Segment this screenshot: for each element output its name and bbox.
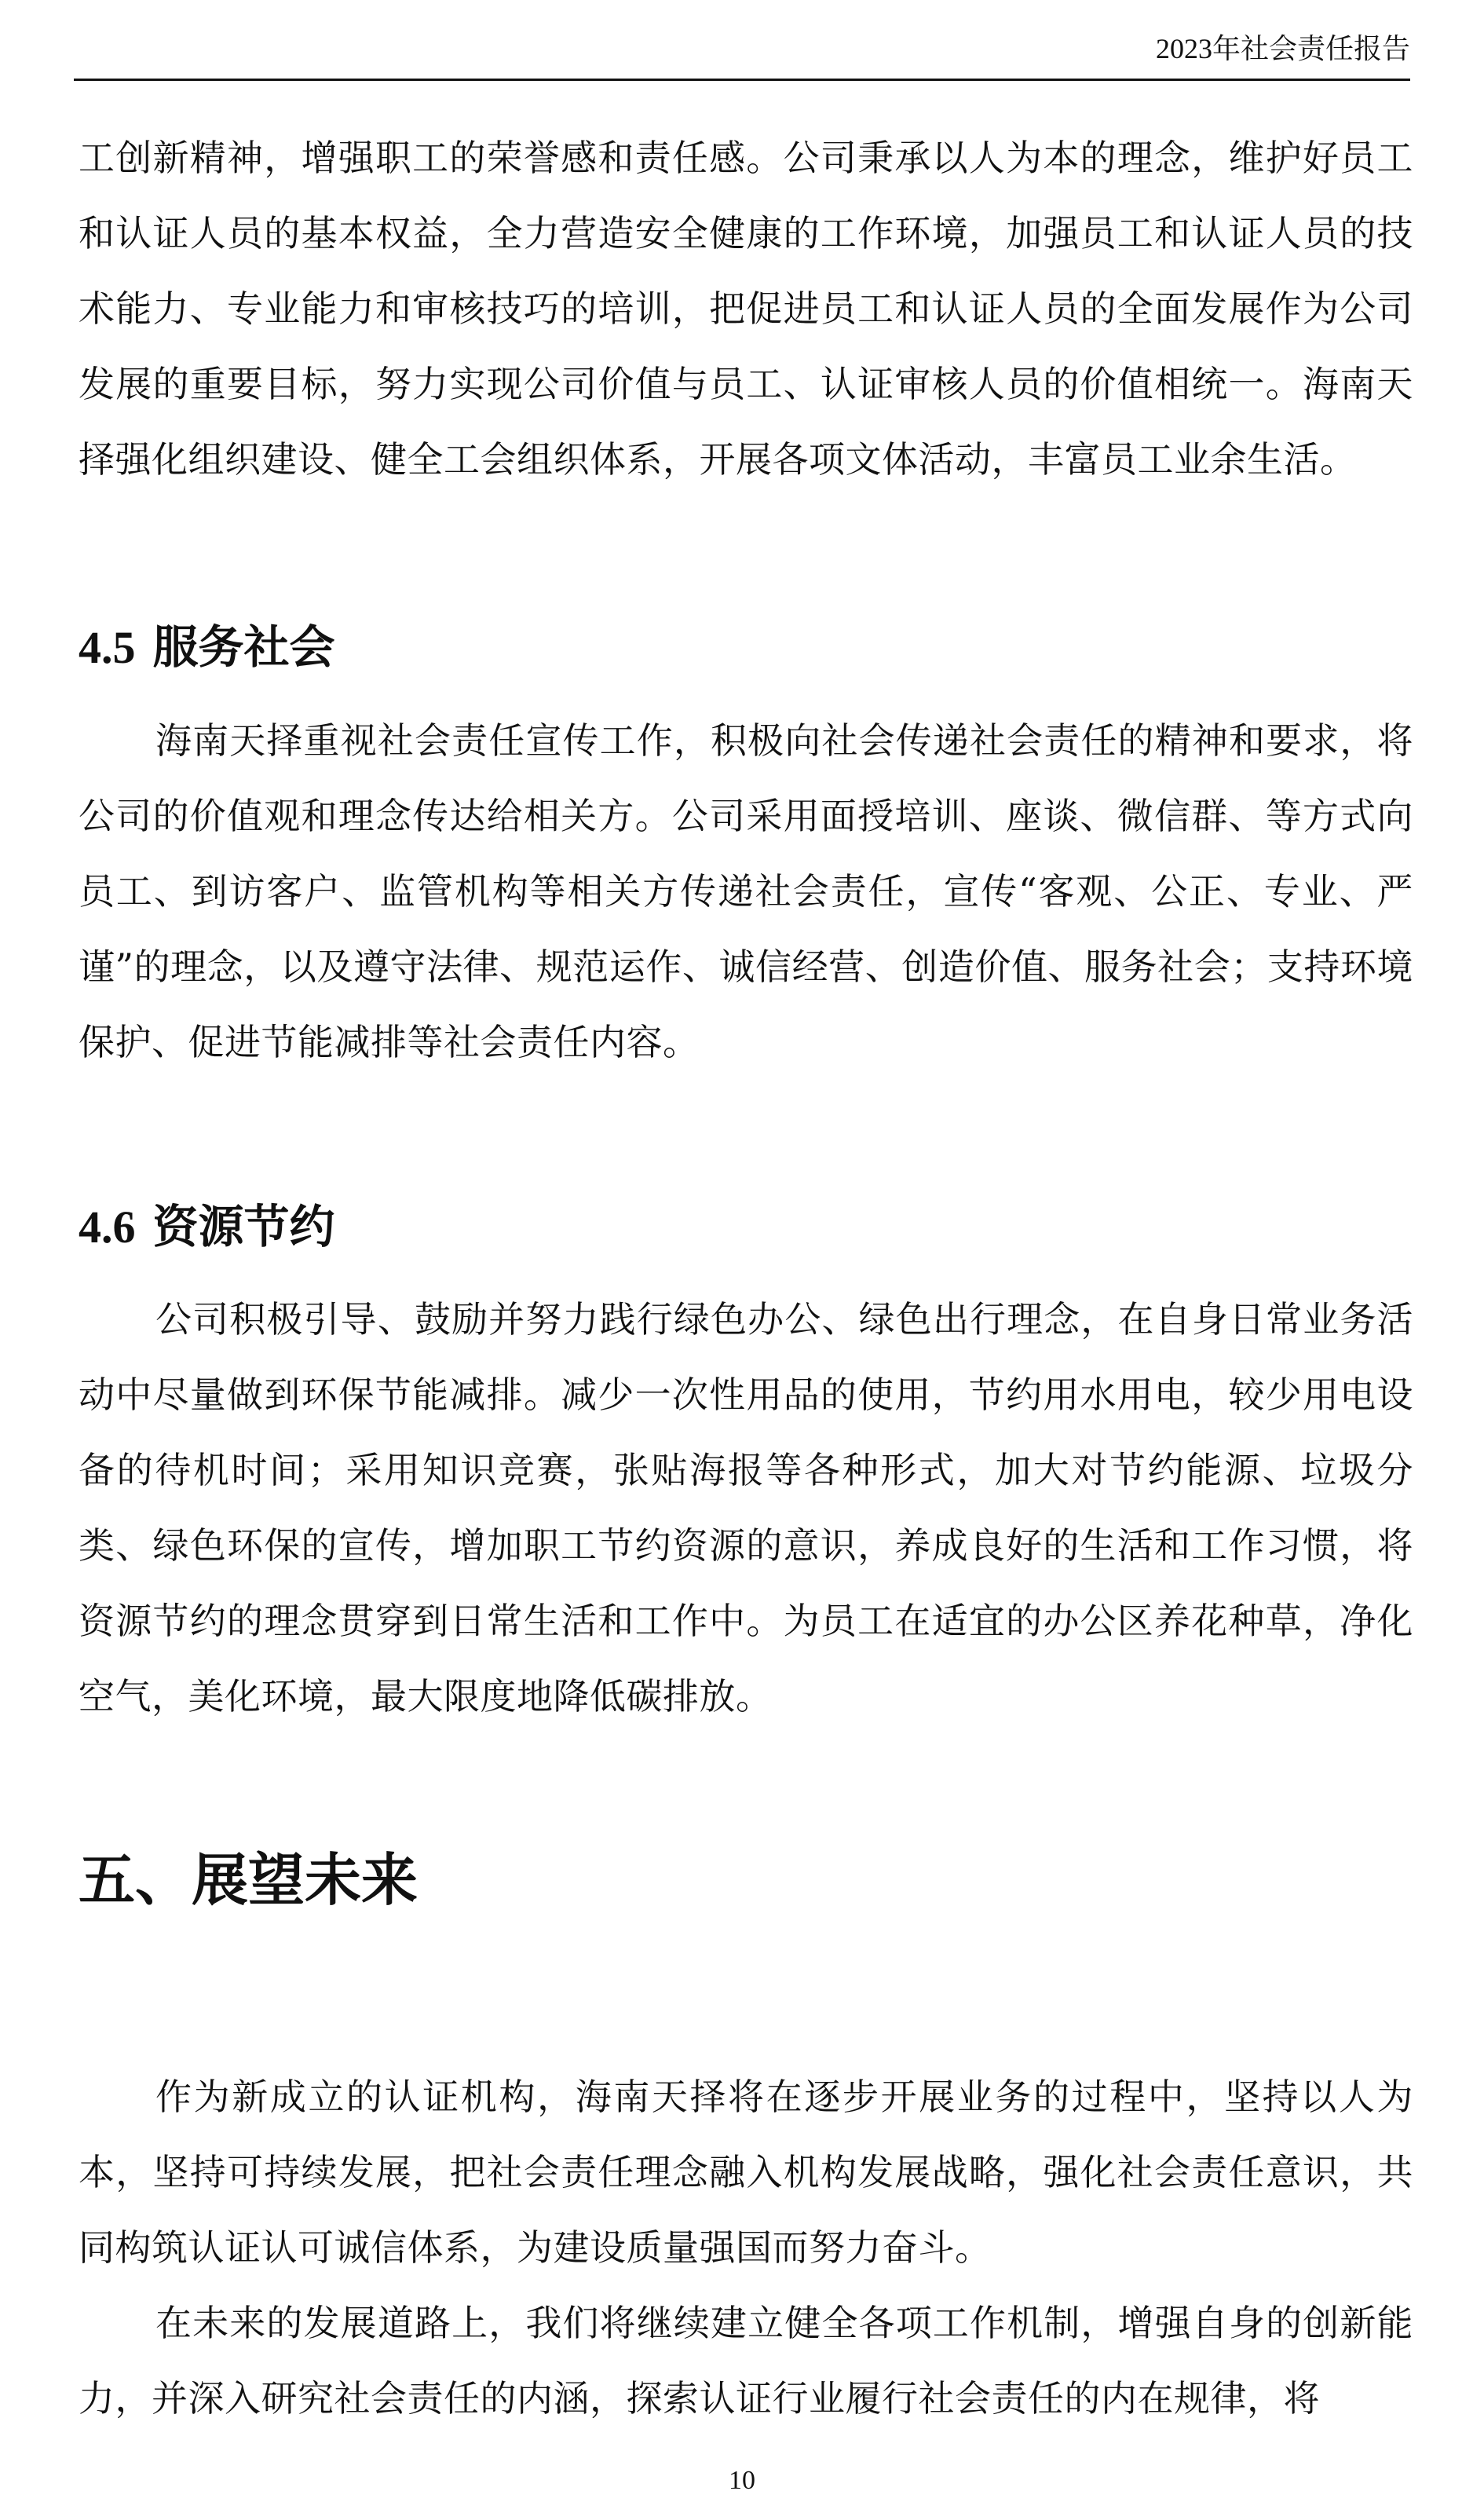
section-4-5-title: 服务社会 (152, 620, 335, 674)
header-divider (74, 79, 1410, 81)
section-4-5-heading (79, 620, 335, 674)
intro-paragraph: 工创新精神，增强职工的荣誉感和责任感。公司秉承以人为本的理念，维护好员工和认证人员的基本权益，全力营造安全健康的工作环境，加强员工和认证人员的技术能力、专业能力和审核技巧的培训，把促进员工和认证人员的全面发展作为公司发展的重要目标，努力实现公司价值与员工、认证审核人员的价值相统一。海南天择强化组织建设、健全工会组织体系，开展各项文体活动，丰富员工业余生活。 (79, 137, 1413, 481)
section-4-5-paragraph: 海南天择重视社会责任宣传工作，积极向社会传递社会责任的精神和要求，将公司的价值观和理念传达给相关方。公司采用面授培训、座谈、微信群、等方式向员工、到访客户、监管机构等相关方传递社会责任，宣传“客观、公正、专业、严谨”的理念，以及遵守法律、规范运作、诚信经营、创造价值、服务社会；支持环境保护、促进节能减排等社会责任内容。 (79, 719, 1413, 1063)
chapter-5-paragraph-1: 作为新成立的认证机构，海南天择将在逐步开展业务的过程中，坚持以人为本，坚持可持续发展，把社会责任理念融入机构发展战略，强化社会责任意识，共同构筑认证认可诚信体系，为建设质量强国而努力奋斗。 (79, 2076, 1413, 2269)
section-4-6-paragraph: 公司积极引导、鼓励并努力践行绿色办公、绿色出行理念，在自身日常业务活动中尽量做到环保节能减排。减少一次性用品的使用，节约用水用电，较少用电设备的待机时间；采用知识竞赛，张贴海报等各种形式，加大对节约能源、垃圾分类、绿色环保的宣传，增加职工节约资源的意识，养成良好的生活和工作习惯，将资源节约的理念贯穿到日常生活和工作中。为员工在适宜的办公区养花种草，净化空气，美化环境，最大限度地降低碳排放。 (79, 1298, 1413, 1717)
page-number: 10 (729, 2466, 755, 2495)
chapter-5-paragraph-2: 在未来的发展道路上，我们将继续建立健全各项工作机制，增强自身的创新能力，并深入研究社会责任的内涵，探索认证行业履行社会责任的内在规律，将 (79, 2302, 1413, 2420)
section-4-6-heading (79, 1200, 335, 1253)
section-4-6-title: 资源节约 (152, 1200, 335, 1253)
chapter-5-heading: 五、展望未来 (79, 1846, 419, 1913)
section-4-5-number: 4.5 (79, 622, 136, 673)
section-4-6-number: 4.6 (79, 1202, 136, 1253)
report-header-title: 2023年社会责任报告 (1155, 33, 1410, 64)
